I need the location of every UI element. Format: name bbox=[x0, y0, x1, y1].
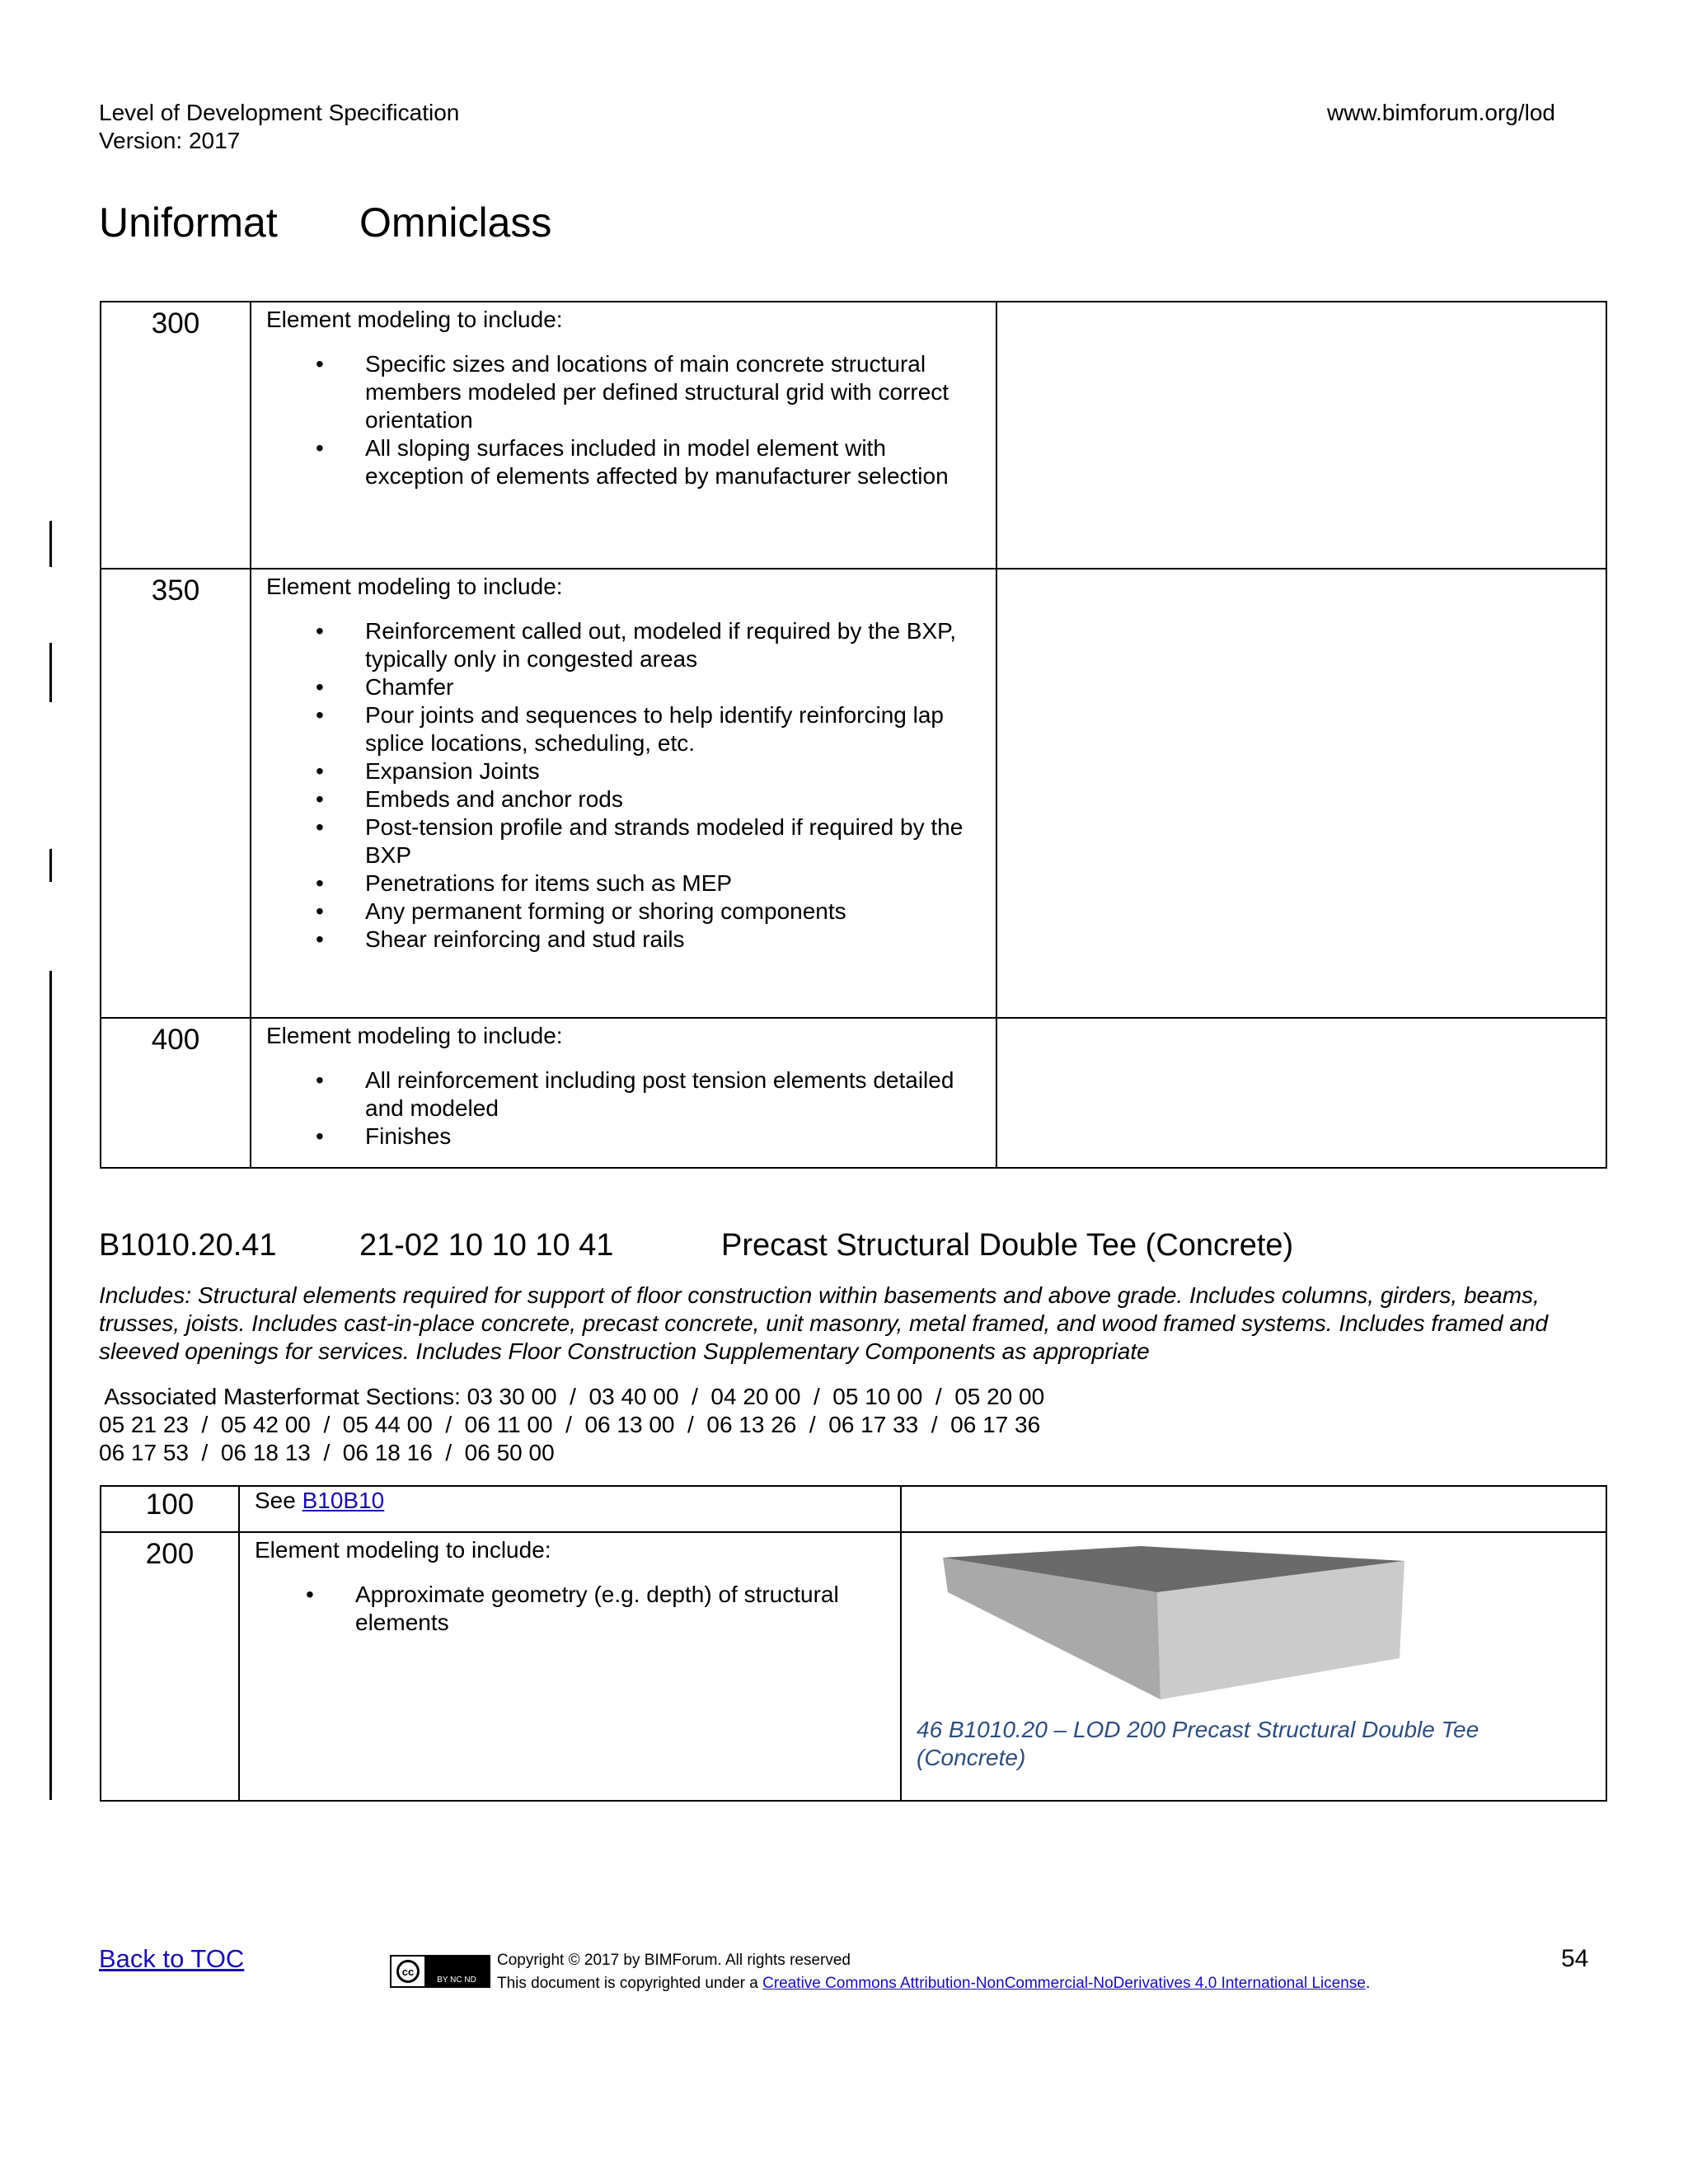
cc-license-badge bbox=[390, 1955, 490, 1988]
change-bar bbox=[49, 971, 52, 1800]
header-url: www.bimforum.org/lod bbox=[1327, 100, 1555, 125]
table-row bbox=[101, 1532, 1606, 1801]
image-cell bbox=[996, 1018, 1606, 1168]
lod-cell: 300 bbox=[101, 302, 251, 569]
list-item: • Any permanent forming or shoring components bbox=[365, 898, 982, 926]
doc-title: Level of Development Specification bbox=[99, 100, 460, 125]
description-cell bbox=[239, 1486, 901, 1532]
row-intro: Element modeling to include: bbox=[266, 1023, 563, 1048]
row-intro: Element modeling to include: bbox=[255, 1537, 551, 1563]
image-cell bbox=[996, 569, 1606, 1018]
doc-version: Version: 2017 bbox=[99, 128, 241, 153]
list-item: • Shear reinforcing and stud rails bbox=[365, 926, 982, 954]
list-item: • All sloping surfaces included in model element with exception of elements affected by manufacturer selection bbox=[365, 434, 982, 490]
change-bar bbox=[49, 643, 52, 702]
bullet-list bbox=[266, 350, 982, 490]
change-bar bbox=[49, 849, 52, 882]
license-link[interactable]: Creative Commons Attribution-NonCommercial-NoDerivatives 4.0 International License bbox=[762, 1975, 1366, 1992]
table-row bbox=[101, 1486, 1606, 1532]
list-item: • Embeds and anchor rods bbox=[365, 785, 982, 813]
description-cell bbox=[239, 1532, 901, 1801]
table-row bbox=[101, 1018, 1606, 1168]
lod-cell: 100 bbox=[101, 1486, 239, 1532]
license-prefix: This document is copyrighted under a bbox=[497, 1975, 763, 1992]
list-item: • Penetrations for items such as MEP bbox=[365, 869, 982, 898]
table-row bbox=[101, 569, 1606, 1018]
masterformat-line: 06 17 53 / 06 18 13 / 06 18 16 / 06 50 00 bbox=[99, 1440, 555, 1465]
description-cell bbox=[251, 1018, 996, 1168]
row-intro: Element modeling to include: bbox=[266, 574, 563, 599]
list-item: • Specific sizes and locations of main concrete structural members modeled per defined structural grid with correct orientation bbox=[365, 350, 982, 434]
uniformat-heading: Uniformat bbox=[99, 199, 278, 246]
lod-table-2 bbox=[100, 1485, 1607, 1802]
cc-logo-icon: cc bbox=[392, 1957, 424, 1986]
lod-table-1 bbox=[100, 301, 1607, 1169]
list-item: • Approximate geometry (e.g. depth) of structural elements bbox=[355, 1581, 887, 1637]
image-cell bbox=[901, 1532, 1606, 1801]
masterformat-line: Associated Masterformat Sections: 03 30 00 / 03 40 00 / 04 20 00 / 05 10 00 / 05 20 00 bbox=[99, 1384, 1045, 1409]
list-item: • All reinforcement including post tension elements detailed and modeled bbox=[365, 1066, 982, 1122]
table-row bbox=[101, 302, 1606, 569]
list-item: • Reinforcement called out, modeled if required by the BXP, typically only in congested areas bbox=[365, 617, 982, 673]
license-line bbox=[497, 1972, 1370, 1995]
lod-cell: 400 bbox=[101, 1018, 251, 1168]
bullet-list bbox=[255, 1581, 887, 1637]
description-cell bbox=[251, 302, 996, 569]
list-item: • Finishes bbox=[365, 1122, 982, 1151]
b10b10-link[interactable]: B10B10 bbox=[302, 1488, 385, 1513]
lod-cell: 200 bbox=[101, 1532, 239, 1801]
list-item: • Post-tension profile and strands modeled if required by the BXP bbox=[365, 813, 982, 869]
change-bar bbox=[49, 521, 52, 567]
license-suffix: . bbox=[1365, 1975, 1371, 1992]
bullet-list bbox=[266, 1066, 982, 1151]
list-item: • Chamfer bbox=[365, 673, 982, 701]
bullet-list bbox=[266, 617, 982, 954]
see-label: See bbox=[255, 1488, 302, 1513]
copyright-text: Copyright © 2017 by BIMForum. All rights reserved bbox=[497, 1952, 851, 1969]
section-title: Precast Structural Double Tee (Concrete) bbox=[721, 1228, 1294, 1263]
section-omniclass: 21-02 10 10 10 41 bbox=[359, 1228, 614, 1263]
section-includes: Includes: Structural elements required for support of floor construction within basements and above grade. Includes columns, girders, beams, trusses, joists. Includes cast-in-place concrete, precast concrete, unit masonry, metal framed, and wood framed systems. Includes framed and sleeved openings for services. Includes Floor Construction Supplementary Components as appropriate bbox=[99, 1282, 1549, 1364]
back-to-toc-link[interactable]: Back to TOC bbox=[99, 1944, 245, 1973]
figure-caption: 46 B1010.20 – LOD 200 Precast Structural Double Tee (Concrete) bbox=[917, 1717, 1479, 1770]
omniclass-heading: Omniclass bbox=[359, 199, 552, 246]
row-intro: Element modeling to include: bbox=[266, 307, 563, 332]
page-number: 54 bbox=[1561, 1945, 1589, 1972]
image-cell bbox=[901, 1486, 1606, 1532]
section-code: B1010.20.41 bbox=[99, 1228, 277, 1263]
double-tee-model-image bbox=[943, 1543, 1421, 1708]
masterformat-line: 05 21 23 / 05 42 00 / 05 44 00 / 06 11 00 / 06 13 00 / 06 13 26 / 06 17 33 / 06 17 36 bbox=[99, 1412, 1041, 1437]
cc-terms-label: BY NC ND bbox=[424, 1957, 489, 1986]
list-item: • Pour joints and sequences to help identify reinforcing lap splice locations, scheduling, etc. bbox=[365, 701, 982, 757]
list-item: • Expansion Joints bbox=[365, 757, 982, 785]
lod-cell: 350 bbox=[101, 569, 251, 1018]
description-cell bbox=[251, 569, 996, 1018]
image-cell bbox=[996, 302, 1606, 569]
